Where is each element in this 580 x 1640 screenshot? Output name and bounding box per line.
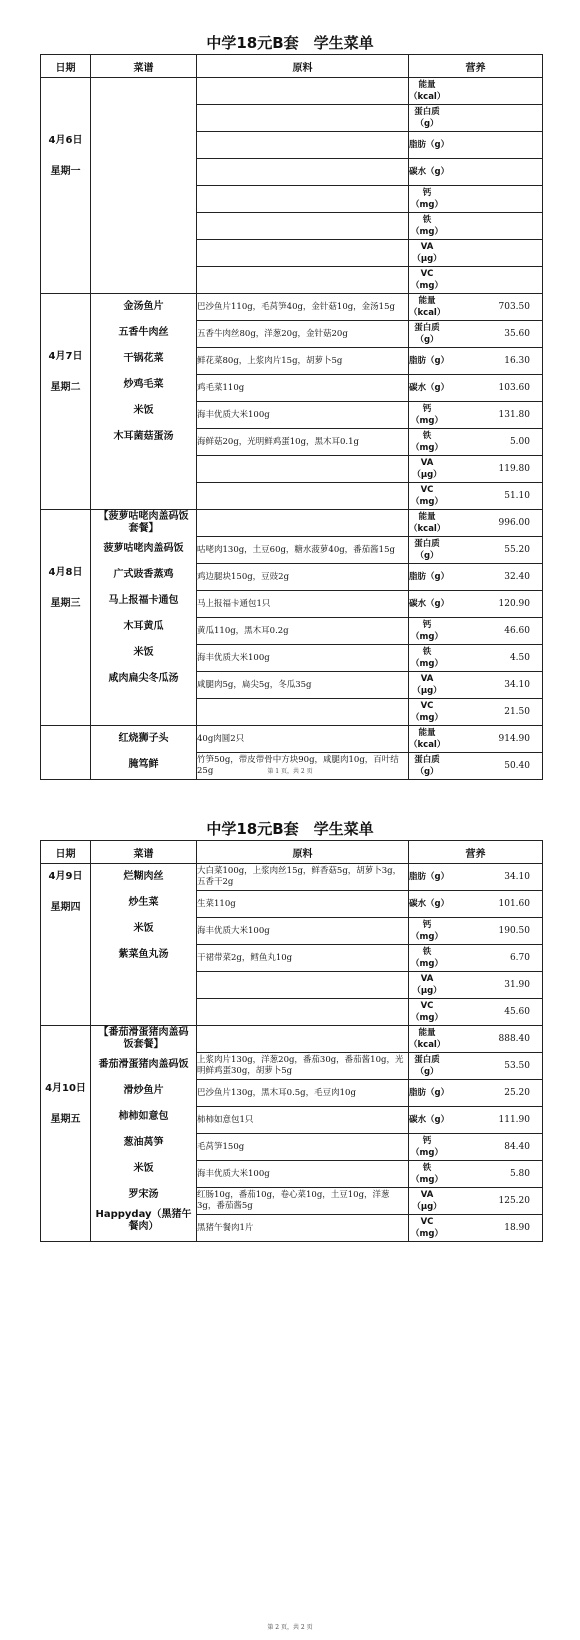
nutrient-label: 碳水（g）	[409, 167, 450, 177]
nutrient-value: 32.40	[504, 572, 530, 582]
ingredient-cell: 巴沙鱼片110g，毛莴笋40g，金针菇10g，金汤15g	[197, 294, 409, 321]
page-footer: 第 2 页，共 2 页	[267, 1624, 313, 1631]
header-menu: 菜谱	[91, 841, 197, 864]
ingredient-cell	[197, 510, 409, 537]
date-label: 4月9日	[48, 871, 83, 882]
nutrient-label: 铁（mg）	[411, 431, 443, 453]
ingredient-cell: 鲜花菜80g，上浆肉片15g，胡萝卜5g	[197, 348, 409, 375]
page-2	[0, 820, 580, 1640]
nutrient-value: 34.10	[504, 872, 530, 882]
dish-name: 滑炒鱼片	[123, 1085, 164, 1096]
table-row	[41, 294, 543, 321]
dish-name: 木耳菌菇蛋汤	[113, 431, 174, 442]
nutrient-label: VC（mg）	[411, 269, 443, 291]
ingredient-cell	[197, 240, 409, 267]
menu-table	[40, 54, 543, 780]
ingredient-cell	[197, 972, 409, 999]
nutrient-label: 脂肪（g）	[409, 572, 450, 582]
nutrient-label: 能量（kcal）	[409, 728, 446, 750]
ingredient-cell: 咸腿肉5g，扁尖5g，冬瓜35g	[197, 672, 409, 699]
nutrient-value: 35.60	[504, 329, 530, 339]
date-cell	[41, 294, 91, 510]
dish-name: 咸肉扁尖冬瓜汤	[108, 673, 179, 684]
nutrient-label: 蛋白质（g）	[414, 755, 440, 777]
nutrition-cell	[409, 213, 543, 240]
nutrition-cell	[409, 1215, 543, 1242]
ingredient-cell: 海鲜菇20g，光明鲜鸡蛋10g，黑木耳0.1g	[197, 429, 409, 456]
date-cell	[41, 1026, 91, 1242]
table-row	[41, 510, 543, 537]
ingredient-cell: 生菜110g	[197, 891, 409, 918]
header-ingredients: 原料	[197, 55, 409, 78]
nutrient-value: 103.60	[498, 383, 530, 393]
nutrition-cell	[409, 945, 543, 972]
table-row	[41, 78, 543, 105]
nutrient-value: 914.90	[498, 734, 530, 744]
nutrition-cell	[409, 564, 543, 591]
nutrition-cell	[409, 1188, 543, 1215]
nutrient-label: 钙（mg）	[411, 1136, 443, 1158]
dish-name	[91, 994, 196, 1020]
nutrition-cell	[409, 726, 543, 753]
nutrient-value: 703.50	[498, 302, 530, 312]
weekday-label: 星期三	[50, 598, 81, 609]
weekday-label: 星期一	[50, 166, 81, 177]
date-cell	[41, 510, 91, 726]
header-nutrition: 营养	[409, 55, 543, 78]
dish-name: 【菠萝咕咾肉盖码饭套餐】	[98, 511, 189, 534]
dish-name: 木耳黄瓜	[123, 621, 164, 632]
nutrient-label: VC（mg）	[411, 1217, 443, 1239]
nutrition-cell	[409, 891, 543, 918]
ingredient-cell: 海丰优质大米100g	[197, 402, 409, 429]
dish-name	[91, 968, 196, 994]
dish-name: 米饭	[133, 923, 154, 934]
nutrient-label: 能量（kcal）	[409, 296, 446, 318]
ingredient-cell: 咕咾肉130g，土豆60g，糖水菠萝40g，番茄酱15g	[197, 537, 409, 564]
header-date: 日期	[41, 55, 91, 78]
header-nutrition: 营养	[409, 841, 543, 864]
nutrition-cell	[409, 483, 543, 510]
ingredient-cell: 鸡边腿块150g，豆豉2g	[197, 564, 409, 591]
nutrition-cell	[409, 402, 543, 429]
nutrition-cell	[409, 1134, 543, 1161]
nutrient-value: 111.90	[498, 1115, 530, 1125]
ingredient-cell	[197, 456, 409, 483]
nutrient-value: 4.50	[509, 653, 530, 663]
header-ingredients: 原料	[197, 841, 409, 864]
nutrient-value: 25.20	[504, 1088, 530, 1098]
nutrient-label: VA（μg）	[412, 674, 442, 696]
header-menu: 菜谱	[91, 55, 197, 78]
ingredient-cell	[197, 159, 409, 186]
dish-name: 菠萝咕咾肉盖码饭	[103, 543, 184, 554]
dish-name: 干锅花菜	[123, 353, 164, 364]
ingredient-cell: 黄瓜110g，黑木耳0.2g	[197, 618, 409, 645]
nutrition-cell	[409, 321, 543, 348]
nutrient-value: 16.30	[504, 356, 530, 366]
nutrient-value: 45.60	[504, 1007, 530, 1017]
nutrient-value: 120.90	[498, 599, 530, 609]
table-row	[41, 864, 543, 891]
nutrition-cell	[409, 864, 543, 891]
nutrient-label: 铁（mg）	[411, 947, 443, 969]
nutrition-cell	[409, 591, 543, 618]
nutrition-cell	[409, 294, 543, 321]
dish-name	[91, 476, 196, 502]
nutrition-cell	[409, 510, 543, 537]
nutrient-label: 碳水（g）	[409, 1115, 450, 1125]
nutrient-value: 888.40	[498, 1034, 530, 1044]
date-label: 4月10日	[45, 1083, 86, 1094]
header-date: 日期	[41, 841, 91, 864]
nutrition-cell	[409, 240, 543, 267]
ingredient-cell: 干裙带菜2g，鳕鱼丸10g	[197, 945, 409, 972]
dish-name: 烂糊肉丝	[123, 871, 164, 882]
nutrient-value: 125.20	[498, 1196, 530, 1206]
nutrient-label: 能量（kcal）	[409, 1028, 446, 1050]
page-title: 中学18元B套 学生菜单	[206, 34, 374, 52]
nutrient-value: 101.60	[498, 899, 530, 909]
nutrient-value: 21.50	[504, 707, 530, 717]
nutrient-value: 5.80	[509, 1169, 530, 1179]
ingredient-cell: 黑猪午餐肉1片	[197, 1215, 409, 1242]
ingredient-cell	[197, 186, 409, 213]
nutrient-label: 脂肪（g）	[409, 1088, 450, 1098]
dish-name: 柿柿如意包	[118, 1111, 169, 1122]
nutrient-value: 190.50	[498, 926, 530, 936]
dish-name: 番茄滑蛋猪肉盖码饭	[98, 1059, 189, 1070]
nutrient-value: 5.00	[509, 437, 530, 447]
nutrient-label: 碳水（g）	[409, 599, 450, 609]
dish-name: 炒鸡毛菜	[123, 379, 164, 390]
nutrient-label: 蛋白质（g）	[414, 539, 440, 561]
nutrient-label: 钙（mg）	[411, 620, 443, 642]
page-title: 中学18元B套 学生菜单	[206, 820, 374, 838]
nutrient-label: 蛋白质（g）	[414, 107, 440, 129]
nutrient-label: 蛋白质（g）	[414, 1055, 440, 1077]
nutrition-cell	[409, 618, 543, 645]
ingredient-cell: 毛莴笋150g	[197, 1134, 409, 1161]
nutrient-label: 脂肪（g）	[409, 872, 450, 882]
ingredient-cell	[197, 999, 409, 1026]
ingredient-cell: 巴沙鱼片130g，黑木耳0.5g，毛豆肉10g	[197, 1080, 409, 1107]
nutrition-cell	[409, 429, 543, 456]
nutrient-value: 6.70	[509, 953, 530, 963]
nutrient-label: VA（μg）	[412, 974, 442, 996]
dish-name: Happyday（黑猪午餐肉）	[95, 1209, 192, 1232]
ingredient-cell	[197, 78, 409, 105]
nutrient-value: 84.40	[504, 1142, 530, 1152]
dish-name: 米饭	[133, 405, 154, 416]
dish-list	[91, 78, 197, 294]
nutrient-label: 碳水（g）	[409, 383, 450, 393]
table-header-row	[41, 841, 543, 864]
menu-table	[40, 840, 543, 1242]
nutrient-label: 钙（mg）	[411, 404, 443, 426]
nutrient-label: VC（mg）	[411, 701, 443, 723]
dish-list	[91, 294, 197, 510]
nutrition-cell	[409, 699, 543, 726]
nutrition-cell	[409, 267, 543, 294]
ingredient-cell	[197, 699, 409, 726]
nutrient-label: 钙（mg）	[411, 920, 443, 942]
ingredient-cell: 马上报福卡通包1只	[197, 591, 409, 618]
nutrient-value: 51.10	[504, 491, 530, 501]
nutrient-label: 脂肪（g）	[409, 356, 450, 366]
nutrient-value: 119.80	[498, 464, 530, 474]
nutrient-value: 31.90	[504, 980, 530, 990]
dish-name: 罗宋汤	[128, 1189, 159, 1200]
nutrient-value: 53.50	[504, 1061, 530, 1071]
nutrition-cell	[409, 537, 543, 564]
dish-name: 红烧狮子头	[118, 733, 169, 744]
nutrient-label: VC（mg）	[411, 1001, 443, 1023]
ingredient-cell: 海丰优质大米100g	[197, 918, 409, 945]
ingredient-cell	[197, 1026, 409, 1053]
nutrient-label: 能量（kcal）	[409, 80, 446, 102]
dish-list	[91, 510, 197, 726]
weekday-label: 星期二	[50, 382, 81, 393]
ingredient-cell: 红肠10g，番茄10g，卷心菜10g，土豆10g，洋葱3g，番茄酱5g	[197, 1188, 409, 1215]
nutrition-cell	[409, 1161, 543, 1188]
dish-name: 腌笃鲜	[128, 759, 159, 770]
ingredient-cell	[197, 105, 409, 132]
nutrition-cell	[409, 456, 543, 483]
nutrient-label: 碳水（g）	[409, 899, 450, 909]
nutrition-cell	[409, 1053, 543, 1080]
date-label: 4月7日	[48, 351, 83, 362]
ingredient-cell: 五香牛肉丝80g，洋葱20g，金针菇20g	[197, 321, 409, 348]
nutrient-label: 铁（mg）	[411, 647, 443, 669]
nutrition-cell	[409, 672, 543, 699]
nutrient-label: 能量（kcal）	[409, 512, 446, 534]
nutrition-cell	[409, 1107, 543, 1134]
nutrient-value: 131.80	[498, 410, 530, 420]
ingredient-cell: 海丰优质大米100g	[197, 645, 409, 672]
nutrient-value: 996.00	[498, 518, 530, 528]
nutrition-cell	[409, 78, 543, 105]
nutrition-cell	[409, 132, 543, 159]
ingredient-cell: 40g肉圆2只	[197, 726, 409, 753]
dish-name: 葱油莴笋	[123, 1137, 164, 1148]
nutrient-label: VC（mg）	[411, 485, 443, 507]
dish-name: 金汤鱼片	[123, 301, 164, 312]
dish-name: 【番茄滑蛋猪肉盖码饭套餐】	[98, 1027, 189, 1050]
nutrient-value: 34.10	[504, 680, 530, 690]
weekday-label: 星期五	[50, 1114, 81, 1125]
table-header-row	[41, 55, 543, 78]
nutrient-value: 50.40	[504, 761, 530, 771]
page-footer: 第 1 页，共 2 页	[267, 768, 313, 775]
nutrition-cell	[409, 972, 543, 999]
nutrition-cell	[409, 1026, 543, 1053]
ingredient-cell: 海丰优质大米100g	[197, 1161, 409, 1188]
dish-name: 米饭	[133, 1163, 154, 1174]
nutrient-label: VA（μg）	[412, 458, 442, 480]
nutrition-cell	[409, 159, 543, 186]
nutrition-cell	[409, 375, 543, 402]
dish-name: 五香牛肉丝	[118, 327, 169, 338]
dish-name	[91, 450, 196, 476]
dish-name: 马上报福卡通包	[108, 595, 179, 606]
ingredient-cell: 鸡毛菜110g	[197, 375, 409, 402]
dish-name: 广式豉香蒸鸡	[113, 569, 174, 580]
date-cell	[41, 864, 91, 1026]
nutrition-cell	[409, 1080, 543, 1107]
ingredient-cell: 柿柿如意包1只	[197, 1107, 409, 1134]
nutrition-cell	[409, 999, 543, 1026]
nutrition-cell	[409, 645, 543, 672]
nutrient-label: 钙（mg）	[411, 188, 443, 210]
ingredient-cell	[197, 483, 409, 510]
nutrition-cell	[409, 348, 543, 375]
ingredient-cell	[197, 132, 409, 159]
nutrient-label: VA（μg）	[412, 242, 442, 264]
nutrient-label: 铁（mg）	[411, 215, 443, 237]
nutrient-value: 55.20	[504, 545, 530, 555]
dish-name	[91, 692, 196, 718]
date-label: 4月8日	[48, 567, 83, 578]
nutrition-cell	[409, 186, 543, 213]
nutrient-value: 46.60	[504, 626, 530, 636]
nutrient-label: VA（μg）	[412, 1190, 442, 1212]
nutrient-label: 脂肪（g）	[409, 140, 450, 150]
dish-name: 炒生菜	[128, 897, 159, 908]
ingredient-cell: 上浆肉片130g，洋葱20g，番茄30g，番茄酱10g，光明鲜鸡蛋30g，胡萝卜5g	[197, 1053, 409, 1080]
date-label: 4月6日	[48, 135, 83, 146]
dish-list	[91, 1026, 197, 1242]
nutrient-value: 18.90	[504, 1223, 530, 1233]
table-row	[41, 1026, 543, 1053]
ingredient-cell: 大白菜100g，上浆肉丝15g，鲜香菇5g，胡萝卜3g，五香干2g	[197, 864, 409, 891]
ingredient-cell	[197, 213, 409, 240]
dish-name: 米饭	[133, 647, 154, 658]
weekday-label: 星期四	[50, 902, 81, 913]
ingredient-cell	[197, 267, 409, 294]
nutrition-cell	[409, 918, 543, 945]
nutrient-label: 铁（mg）	[411, 1163, 443, 1185]
ingredient-cell: 竹笋50g，带皮带骨中方块90g，咸腿肉10g，百叶结25g	[197, 753, 409, 780]
date-cell	[41, 78, 91, 294]
nutrient-label: 蛋白质（g）	[414, 323, 440, 345]
table-row	[41, 726, 543, 753]
nutrition-cell	[409, 105, 543, 132]
dish-name: 紫菜鱼丸汤	[118, 949, 169, 960]
dish-list	[91, 864, 197, 1026]
